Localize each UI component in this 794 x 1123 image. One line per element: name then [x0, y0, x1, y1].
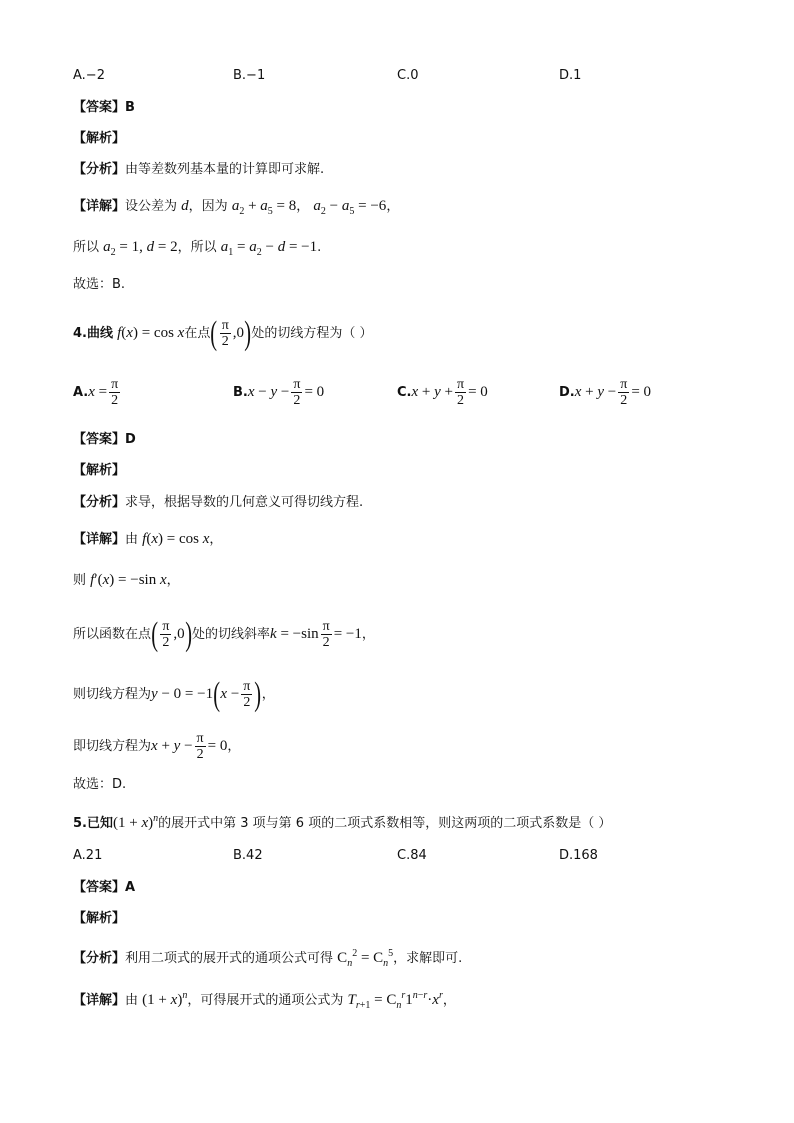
- q5-detail-text: ，可得展开式的通项公式为: [187, 993, 344, 1008]
- q4-detail-4: [73, 677, 275, 712]
- q3-detail-label: 【详解】: [73, 199, 126, 214]
- q4-paren: ): [254, 675, 262, 713]
- q4-math: = 0: [468, 384, 488, 400]
- q5-stem-text: 的展开式中第 3 项与第 6 项的二项式系数相等，则这两项的二项式系数是（ ）: [158, 816, 612, 831]
- q4-math: = −1: [333, 626, 362, 642]
- q4-detail-text: 处的切线斜率: [192, 627, 271, 642]
- q4-frac: $\frac{\pi}{2}$: [457, 377, 465, 408]
- q5-detail-text: ，: [442, 993, 456, 1008]
- q5-analysis-heading: 【解析】: [73, 911, 126, 926]
- q3-math-d: d: [181, 198, 189, 214]
- q4-detail-text: 即切线方程为: [73, 739, 152, 754]
- q3-analysis-heading: 【解析】: [73, 131, 126, 146]
- q4-math: x + y +: [411, 384, 454, 400]
- q5-stem-text: 5.已知: [73, 816, 113, 831]
- q3-math-eq4: $a_1 = a_2 - d = -1$: [220, 239, 318, 258]
- q5-option-d: D.168: [559, 848, 598, 863]
- q4-option-label: B.: [233, 385, 248, 400]
- q4-paren: (: [213, 675, 221, 713]
- q5-math: $(1 + x)^n$: [112, 813, 159, 831]
- q4-detail-label: 【详解】: [73, 532, 126, 547]
- q4-math: = 0: [207, 738, 228, 754]
- q4-fenxi-text: 求导，根据导数的几何意义可得切线方程.: [125, 495, 364, 510]
- q4-detail-1: [73, 530, 222, 549]
- q4-paren: ): [184, 615, 192, 653]
- q5-option-c: C.84: [397, 848, 427, 863]
- q3-detail-text: 设公差为: [125, 199, 178, 214]
- q5-math: $(1 + x)^n$: [142, 990, 188, 1008]
- q3-option-b: B.−1: [233, 68, 266, 83]
- q3-option-a: A.−2: [73, 68, 105, 83]
- q4-math-func: f(x) = cos x: [117, 325, 185, 341]
- q4-detail-3: [73, 617, 375, 652]
- q5-stem: [73, 810, 611, 833]
- q3-detail-text: ，: [296, 199, 310, 214]
- q3-detail-text: ，: [386, 199, 400, 214]
- q4-stem-text: 在点: [184, 326, 211, 341]
- q3-math-eq1: $a_2 + a_5 = 8$: [231, 198, 297, 217]
- q3-detail-1: [73, 197, 399, 221]
- q3-detail-text: ，因为: [188, 199, 228, 214]
- q4-paren: (: [151, 615, 159, 653]
- q4-option-label: D.: [559, 385, 575, 400]
- q4-choose: 故选：D.: [73, 777, 127, 792]
- q4-option-label: C.: [397, 385, 412, 400]
- q4-math: x + y −: [151, 738, 193, 754]
- q4-fenxi: [73, 494, 363, 512]
- q4-fenxi-label: 【分析】: [73, 495, 126, 510]
- q4-frac: $\frac{\pi}{2}$: [196, 731, 204, 762]
- q4-detail-text: ，: [261, 687, 275, 702]
- q4-detail-text: ，: [227, 739, 241, 754]
- q3-answer: 【答案】B: [73, 100, 135, 115]
- q5-fenxi-text: ，求解即可.: [393, 951, 463, 966]
- q4-paren: ): [244, 314, 252, 352]
- q4-frac: $\frac{\pi}{2}$: [620, 377, 628, 408]
- q4-option-d: [559, 375, 651, 410]
- q5-option-b: B.42: [233, 848, 263, 863]
- q5-answer: 【答案】A: [73, 880, 136, 895]
- q4-math: ,0: [173, 626, 185, 642]
- q5-detail-label: 【详解】: [73, 993, 126, 1008]
- q4-paren: (: [210, 314, 218, 352]
- q4-detail-text: ，: [361, 627, 375, 642]
- q4-detail-text: 则切线方程为: [73, 687, 152, 702]
- q5-detail: [73, 987, 456, 1015]
- q5-fenxi-label: 【分析】: [73, 951, 126, 966]
- q3-detail-text: ，所以: [177, 240, 217, 255]
- q3-detail-2: [73, 238, 321, 262]
- q4-option-b: [233, 375, 324, 410]
- q3-detail-text: .: [317, 240, 322, 255]
- q4-detail-text: 则: [73, 573, 87, 588]
- q3-math-eq2: $a_2 - a_5 = -6$: [313, 198, 387, 217]
- q3-option-d: D.1: [559, 68, 582, 83]
- q5-detail-text: 由: [125, 993, 139, 1008]
- q4-option-label: A.: [73, 385, 89, 400]
- q4-detail-2: [73, 571, 180, 590]
- q4-stem: [73, 316, 372, 351]
- q4-detail-text: 所以函数在点: [73, 627, 152, 642]
- q3-detail-text: 所以: [73, 240, 100, 255]
- q4-frac: $\frac{\pi}{2}$: [243, 679, 251, 710]
- q4-option-a: [73, 375, 122, 410]
- q4-frac: $\frac{\pi}{2}$: [293, 377, 301, 408]
- q4-math: = 0: [631, 384, 652, 400]
- q4-detail-5: [73, 729, 240, 764]
- q4-frac: $\frac{\pi}{2}$: [322, 619, 330, 650]
- q4-stem-text: 4.曲线: [73, 326, 113, 341]
- q4-detail-text: ，: [209, 532, 223, 547]
- q5-fenxi-text: 利用二项式的展开式的通项公式可得: [125, 951, 334, 966]
- q4-detail-text: ，: [166, 573, 180, 588]
- q4-math: k = −sin: [270, 626, 319, 642]
- q4-math: = 0: [304, 384, 325, 400]
- q3-option-c: C.0: [397, 68, 419, 83]
- q4-answer: 【答案】D: [73, 432, 136, 447]
- q4-math: ,0: [232, 325, 245, 341]
- q4-option-c: [397, 375, 488, 410]
- q4-math: f′(x) = −sin x: [90, 572, 167, 588]
- q3-fenxi: [73, 161, 324, 179]
- q4-analysis-heading: 【解析】: [73, 463, 126, 478]
- q4-detail-text: 由: [125, 532, 139, 547]
- q5-option-a: A.21: [73, 848, 103, 863]
- q4-stem-text: 处的切线方程为（ ）: [251, 326, 373, 341]
- q3-fenxi-label: 【分析】: [73, 162, 126, 177]
- q4-math: x − y −: [247, 384, 290, 400]
- q4-math: f(x) = cos x: [142, 531, 210, 547]
- q4-frac: $\frac{\pi}{2}$: [162, 619, 170, 650]
- q3-math-eq3: $a_2 = 1$, d = 2: [103, 239, 178, 258]
- q5-fenxi: [73, 945, 462, 973]
- q5-math: $T_{r+1} = C_n^r1^{n-r}\cdot x^r$: [347, 990, 443, 1011]
- q4-frac: $\frac{\pi}{2}$: [111, 377, 119, 408]
- q4-math: x + y −: [574, 384, 617, 400]
- q4-math: x −: [220, 686, 240, 702]
- q4-frac: $\frac{\pi}{2}$: [221, 318, 229, 349]
- q3-choose: 故选：B.: [73, 277, 126, 292]
- q4-math: x =: [88, 384, 108, 400]
- q4-math: y − 0 = −1: [151, 686, 214, 702]
- q5-math: $C_n^2 = C_n^5$: [337, 948, 394, 969]
- q3-fenxi-text: 由等差数列基本量的计算即可求解.: [125, 162, 325, 177]
